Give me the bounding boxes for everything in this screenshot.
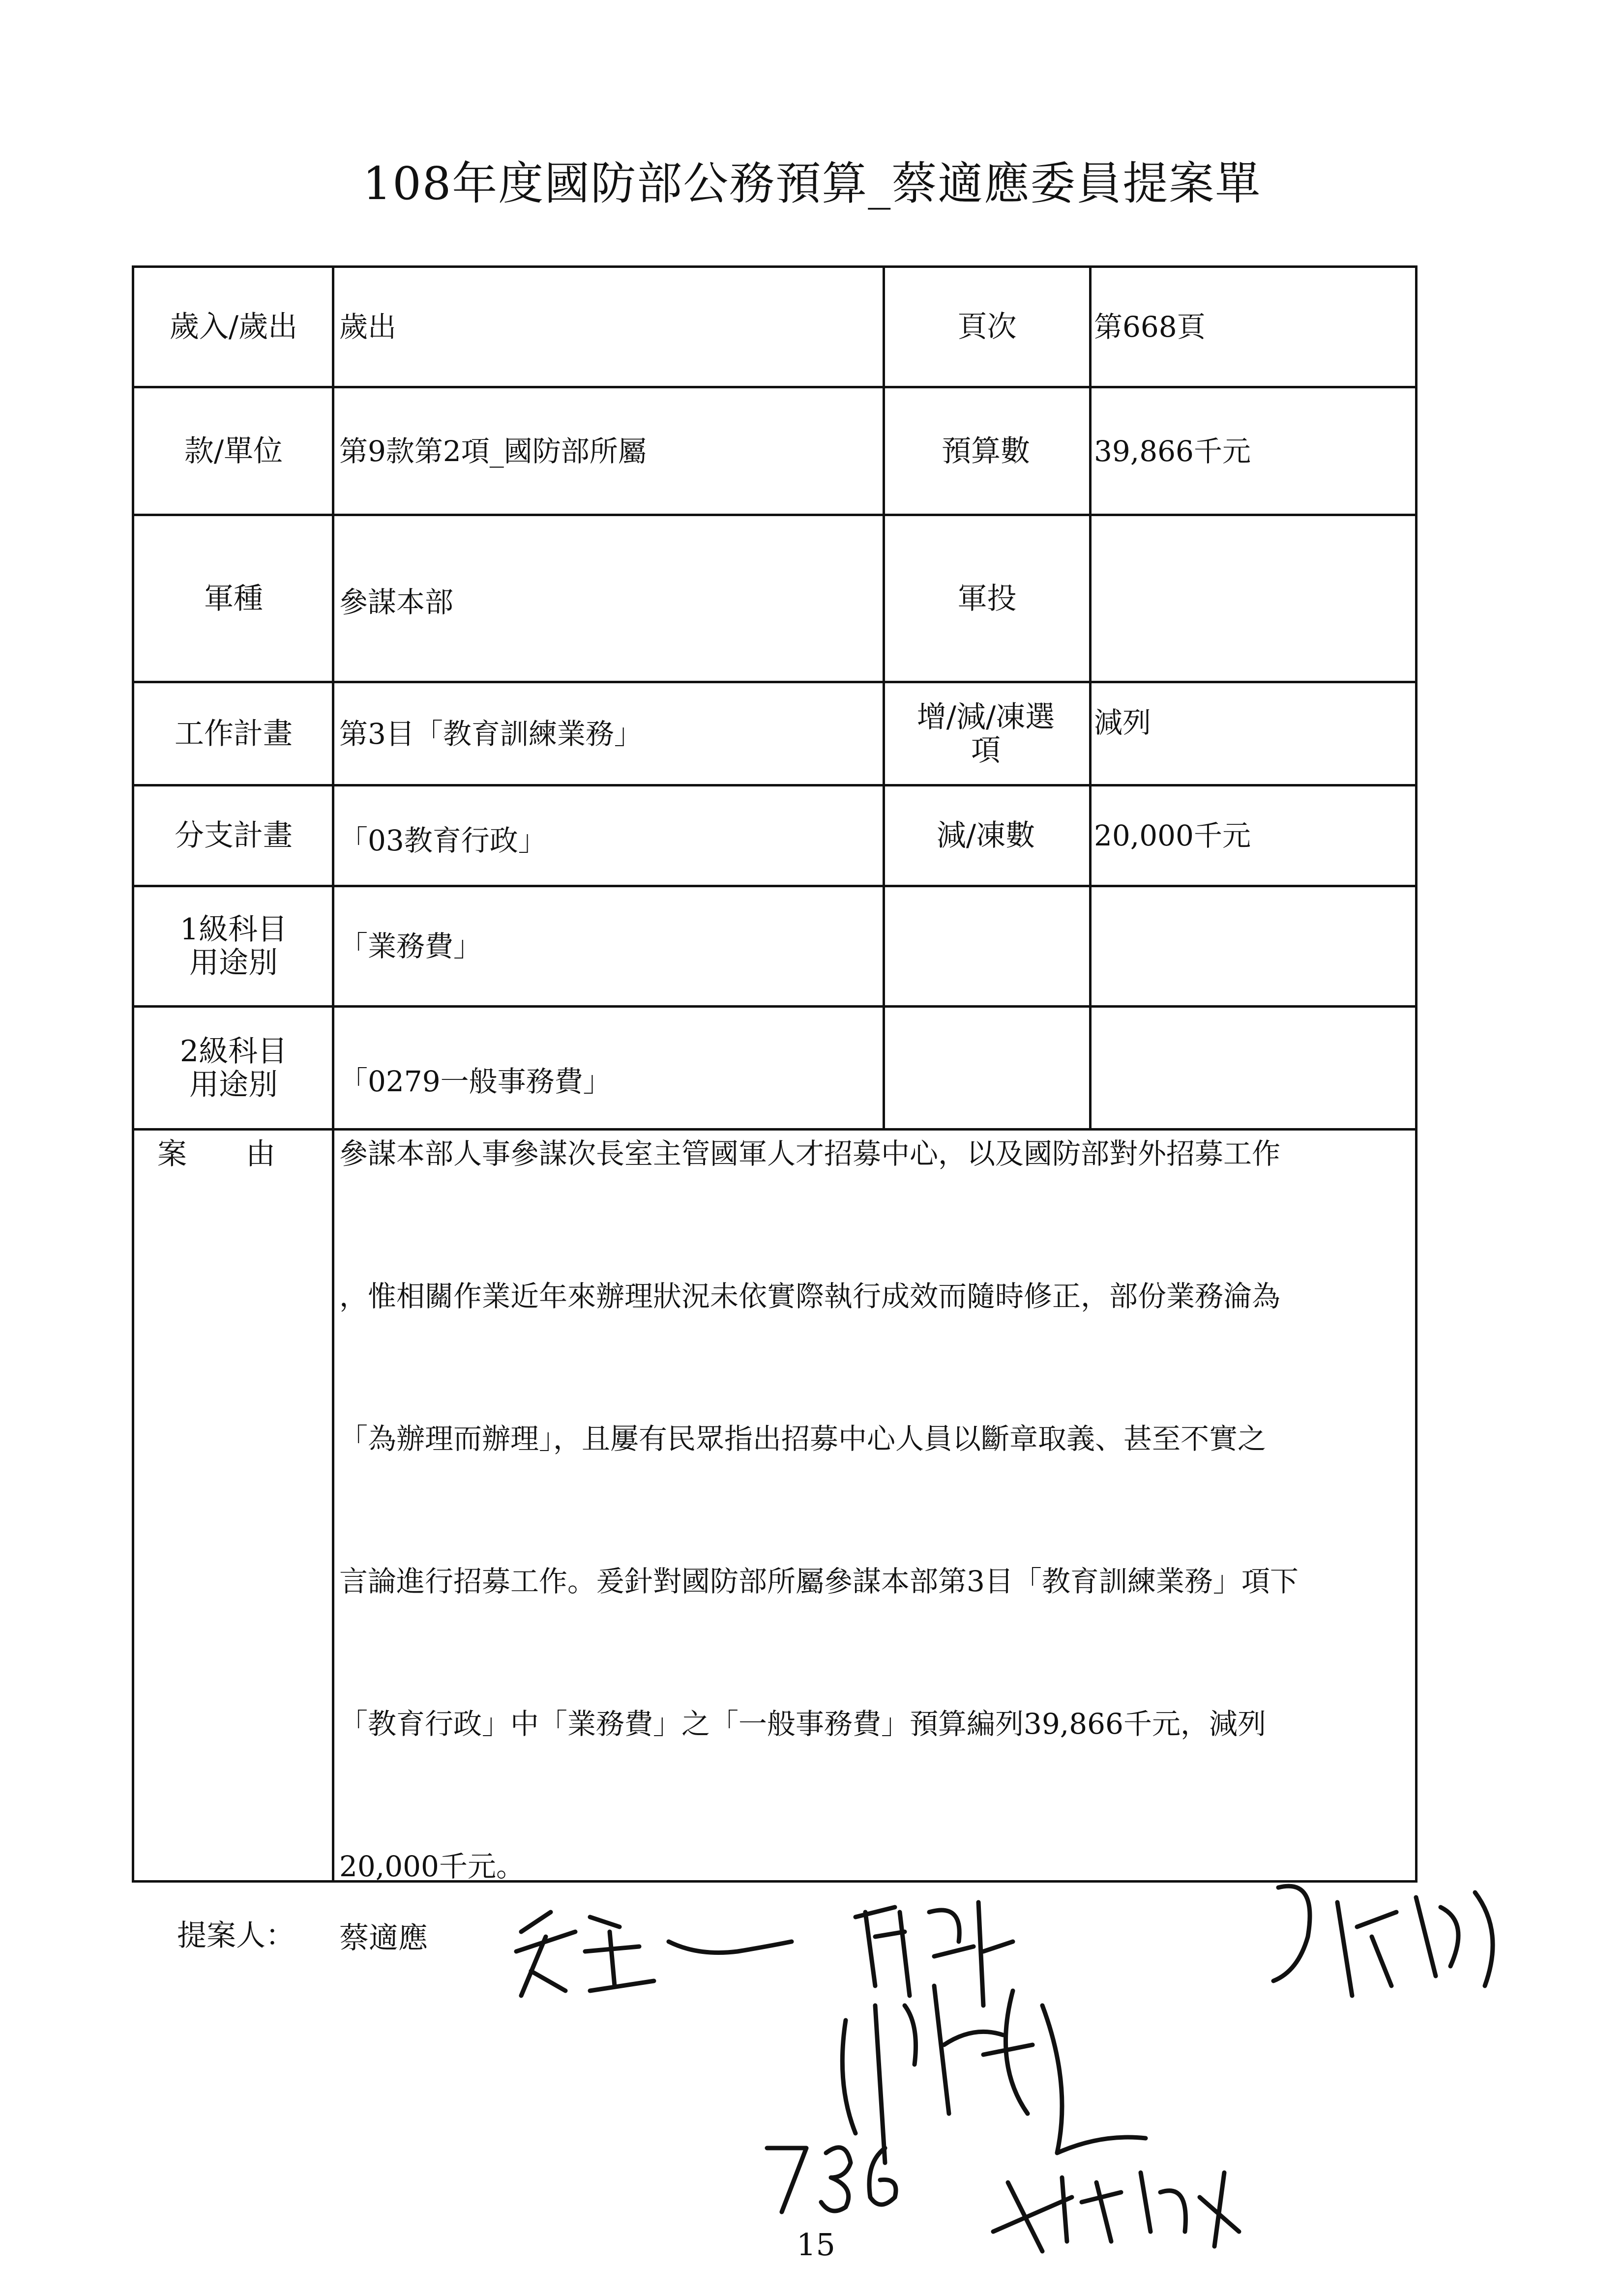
row-right-value: 減列 xyxy=(1094,706,1152,739)
row-value: 「業務費」 xyxy=(339,930,482,963)
row-right-value xyxy=(1094,887,1409,1005)
row-right-value: 第668頁 xyxy=(1094,310,1206,344)
row-label: 歲入/歲出 xyxy=(169,310,298,344)
row-right-label: 預算數 xyxy=(942,434,1030,468)
row-right-value xyxy=(1094,1008,1409,1128)
row-value: 第3目「教育訓練業務」 xyxy=(339,717,643,751)
row-right-value: 20,000千元 xyxy=(1094,819,1251,852)
row-value: 「0279一般事務費」 xyxy=(339,1065,612,1098)
handwritten-signatures xyxy=(492,1858,1524,2261)
row-right-label: 頁次 xyxy=(957,310,1017,344)
row-right-value xyxy=(1094,516,1409,681)
row-right-label: 增/減/凍選項 xyxy=(916,699,1055,768)
reason-line: 「為辦理而辦理」，且屢有民眾指出招募中心人員以斷章取義、甚至不實之 xyxy=(339,1422,1267,1455)
row-right-label: 軍投 xyxy=(957,581,1017,616)
row-label: 軍種 xyxy=(204,581,263,616)
row-label: 款/單位 xyxy=(184,434,283,468)
row-value: 「03教育行政」 xyxy=(339,824,547,857)
reason-line: 參謀本部人事參謀次長室主管國軍人才招募中心，以及國防部對外招募工作 xyxy=(339,1137,1281,1170)
row-label: 1級科目用途別 xyxy=(179,912,288,980)
proposer-name: 蔡適應 xyxy=(339,1921,428,1955)
row-value: 參謀本部 xyxy=(339,585,454,619)
document-title: 108年度國防部公務預算_蔡適應委員提案單 xyxy=(362,157,1262,210)
reason-line: ，惟相關作業近年來辦理狀況未依實際執行成效而隨時修正，部份業務淪為 xyxy=(339,1279,1281,1313)
row-right-label: 減/凍數 xyxy=(936,818,1035,853)
row-right-label xyxy=(885,887,1089,1005)
row-right-label xyxy=(885,1008,1089,1128)
reason-line: 「教育行政」中「業務費」之「一般事務費」預算編列39,866千元，減列 xyxy=(339,1707,1266,1741)
row-label: 2級科目用途別 xyxy=(179,1034,288,1102)
col-divider xyxy=(332,265,334,1883)
row-label: 分支計畫 xyxy=(175,818,293,853)
row-value: 歲出 xyxy=(339,310,397,344)
reason-label: 案 由 xyxy=(157,1137,275,1171)
page-number: 15 xyxy=(797,2227,835,2263)
row-label: 工作計畫 xyxy=(175,716,293,751)
reason-line: 20,000千元。 xyxy=(339,1850,525,1883)
row-value: 第9款第2項_國防部所屬 xyxy=(339,434,647,468)
reason-line: 言論進行招募工作。爰針對國防部所屬參謀本部第3目「教育訓練業務」項下 xyxy=(339,1565,1299,1598)
proposer-label: 提案人： xyxy=(177,1918,295,1953)
row-right-value: 39,866千元 xyxy=(1094,434,1251,468)
col-divider xyxy=(1089,265,1092,1128)
